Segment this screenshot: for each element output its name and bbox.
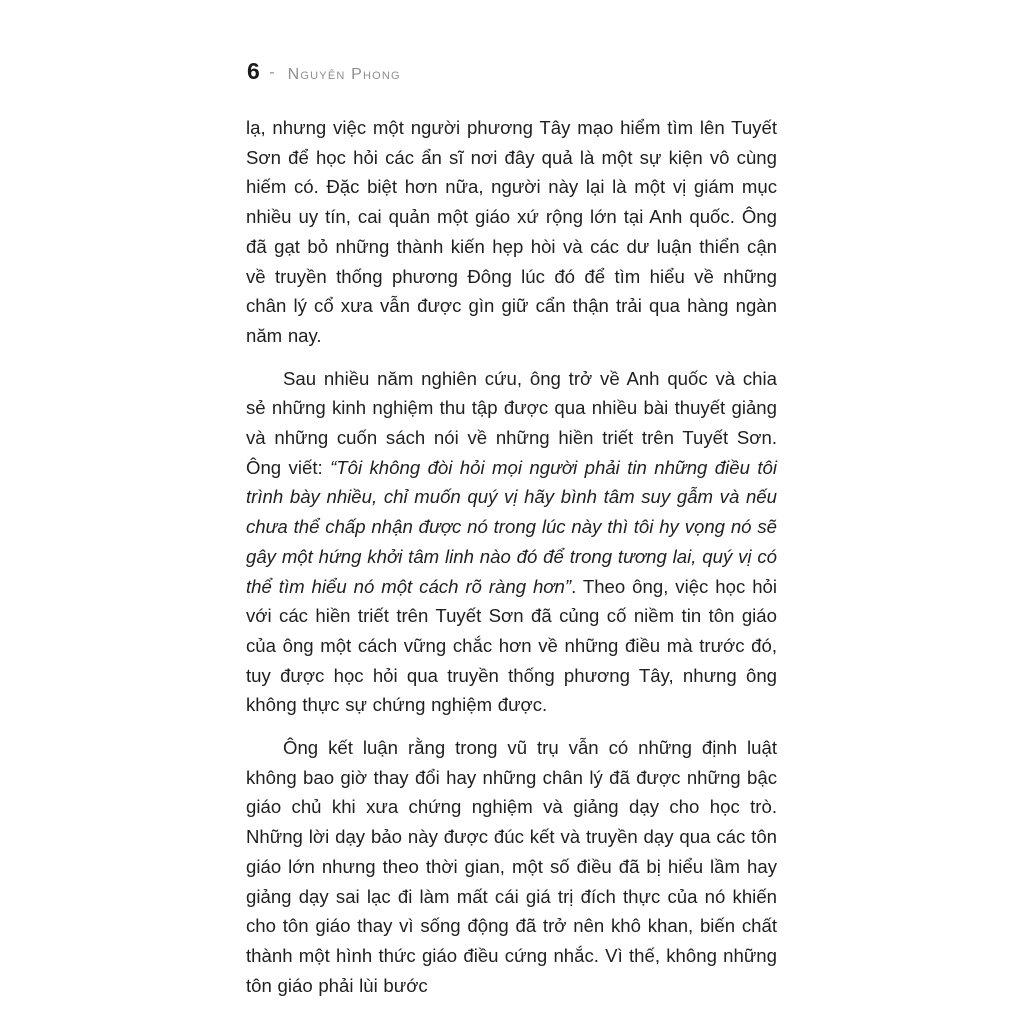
- header-author: Nguyên Phong: [287, 66, 401, 83]
- body-text: . Theo ông, việc học hỏi với các hiền triết trên Tuyết Sơn đã củng cố niềm tin tôn giáo của ông một cách vững chắc hơn về những điều mà trước đó, tuy được học hỏi qua truyền thống phương Tây, nhưng ông không thực sự chứng nghiệm được.: [246, 575, 778, 716]
- paragraph: [246, 733, 777, 1000]
- body-text: Ông kết luận rằng trong vũ trụ vẫn có những định luật không bao giờ thay đổi hay những chân lý đã được những bậc giáo chủ khi xưa chứng nghiệm và giảng dạy cho học trò. Những lời dạy bảo này được đúc kết và truyền dạy qua các tôn giáo lớn nhưng theo thời gian, một số điều đã bị hiểu lầm hay giảng dạy sai lạc đi làm mất cái giá trị đích thực của nó khiến cho tôn giáo thay vì sống động đã trở nên khô khan, biến chất thành một hình thức giáo điều cứng nhắc. Vì thế, không những tôn giáo phải lùi bước: [246, 737, 777, 996]
- quoted-italic-text: “Tôi không đòi hỏi mọi người phải tin những điều tôi trình bày nhiều, chỉ muốn quý vị hãy bình tâm suy gẫm và nếu chưa thể chấp nhận được nó trong lúc này thì tôi hy vọng nó sẽ gây một hứng khởi tâm linh nào đó để trong tương lai, quý vị có thể tìm hiểu nó một cách rõ ràng hơn”: [246, 456, 778, 597]
- body-text: Sau nhiều năm nghiên cứu, ông trở về Anh quốc và chia sẻ những kinh nghiệm thu tập được qua nhiều bài thuyết giảng và những cuốn sách nói về những hiền triết trên Tuyết Sơn. Ông viết:: [246, 367, 777, 478]
- paragraph: [246, 113, 777, 351]
- header-separator: -: [269, 64, 275, 81]
- body-text: lạ, nhưng việc một người phương Tây mạo hiểm tìm lên Tuyết Sơn để học hỏi các ẩn sĩ nơi đây quả là một sự kiện vô cùng hiếm có. Đặc biệt hơn nữa, người này lại là một vị giám mục nhiều uy tín, cai quản một giáo xứ rộng lớn tại Anh quốc. Ông đã gạt bỏ những thành kiến hẹp hòi và các dư luận thiển cận về truyền thống phương Đông lúc đó để tìm hiểu về những chân lý cổ xưa vẫn được gìn giữ cẩn thận trải qua hàng ngàn năm nay.: [246, 117, 777, 346]
- paragraph: [246, 364, 777, 720]
- page-body: [246, 113, 777, 1000]
- running-header: [247, 58, 401, 85]
- page-number: 6: [247, 58, 261, 84]
